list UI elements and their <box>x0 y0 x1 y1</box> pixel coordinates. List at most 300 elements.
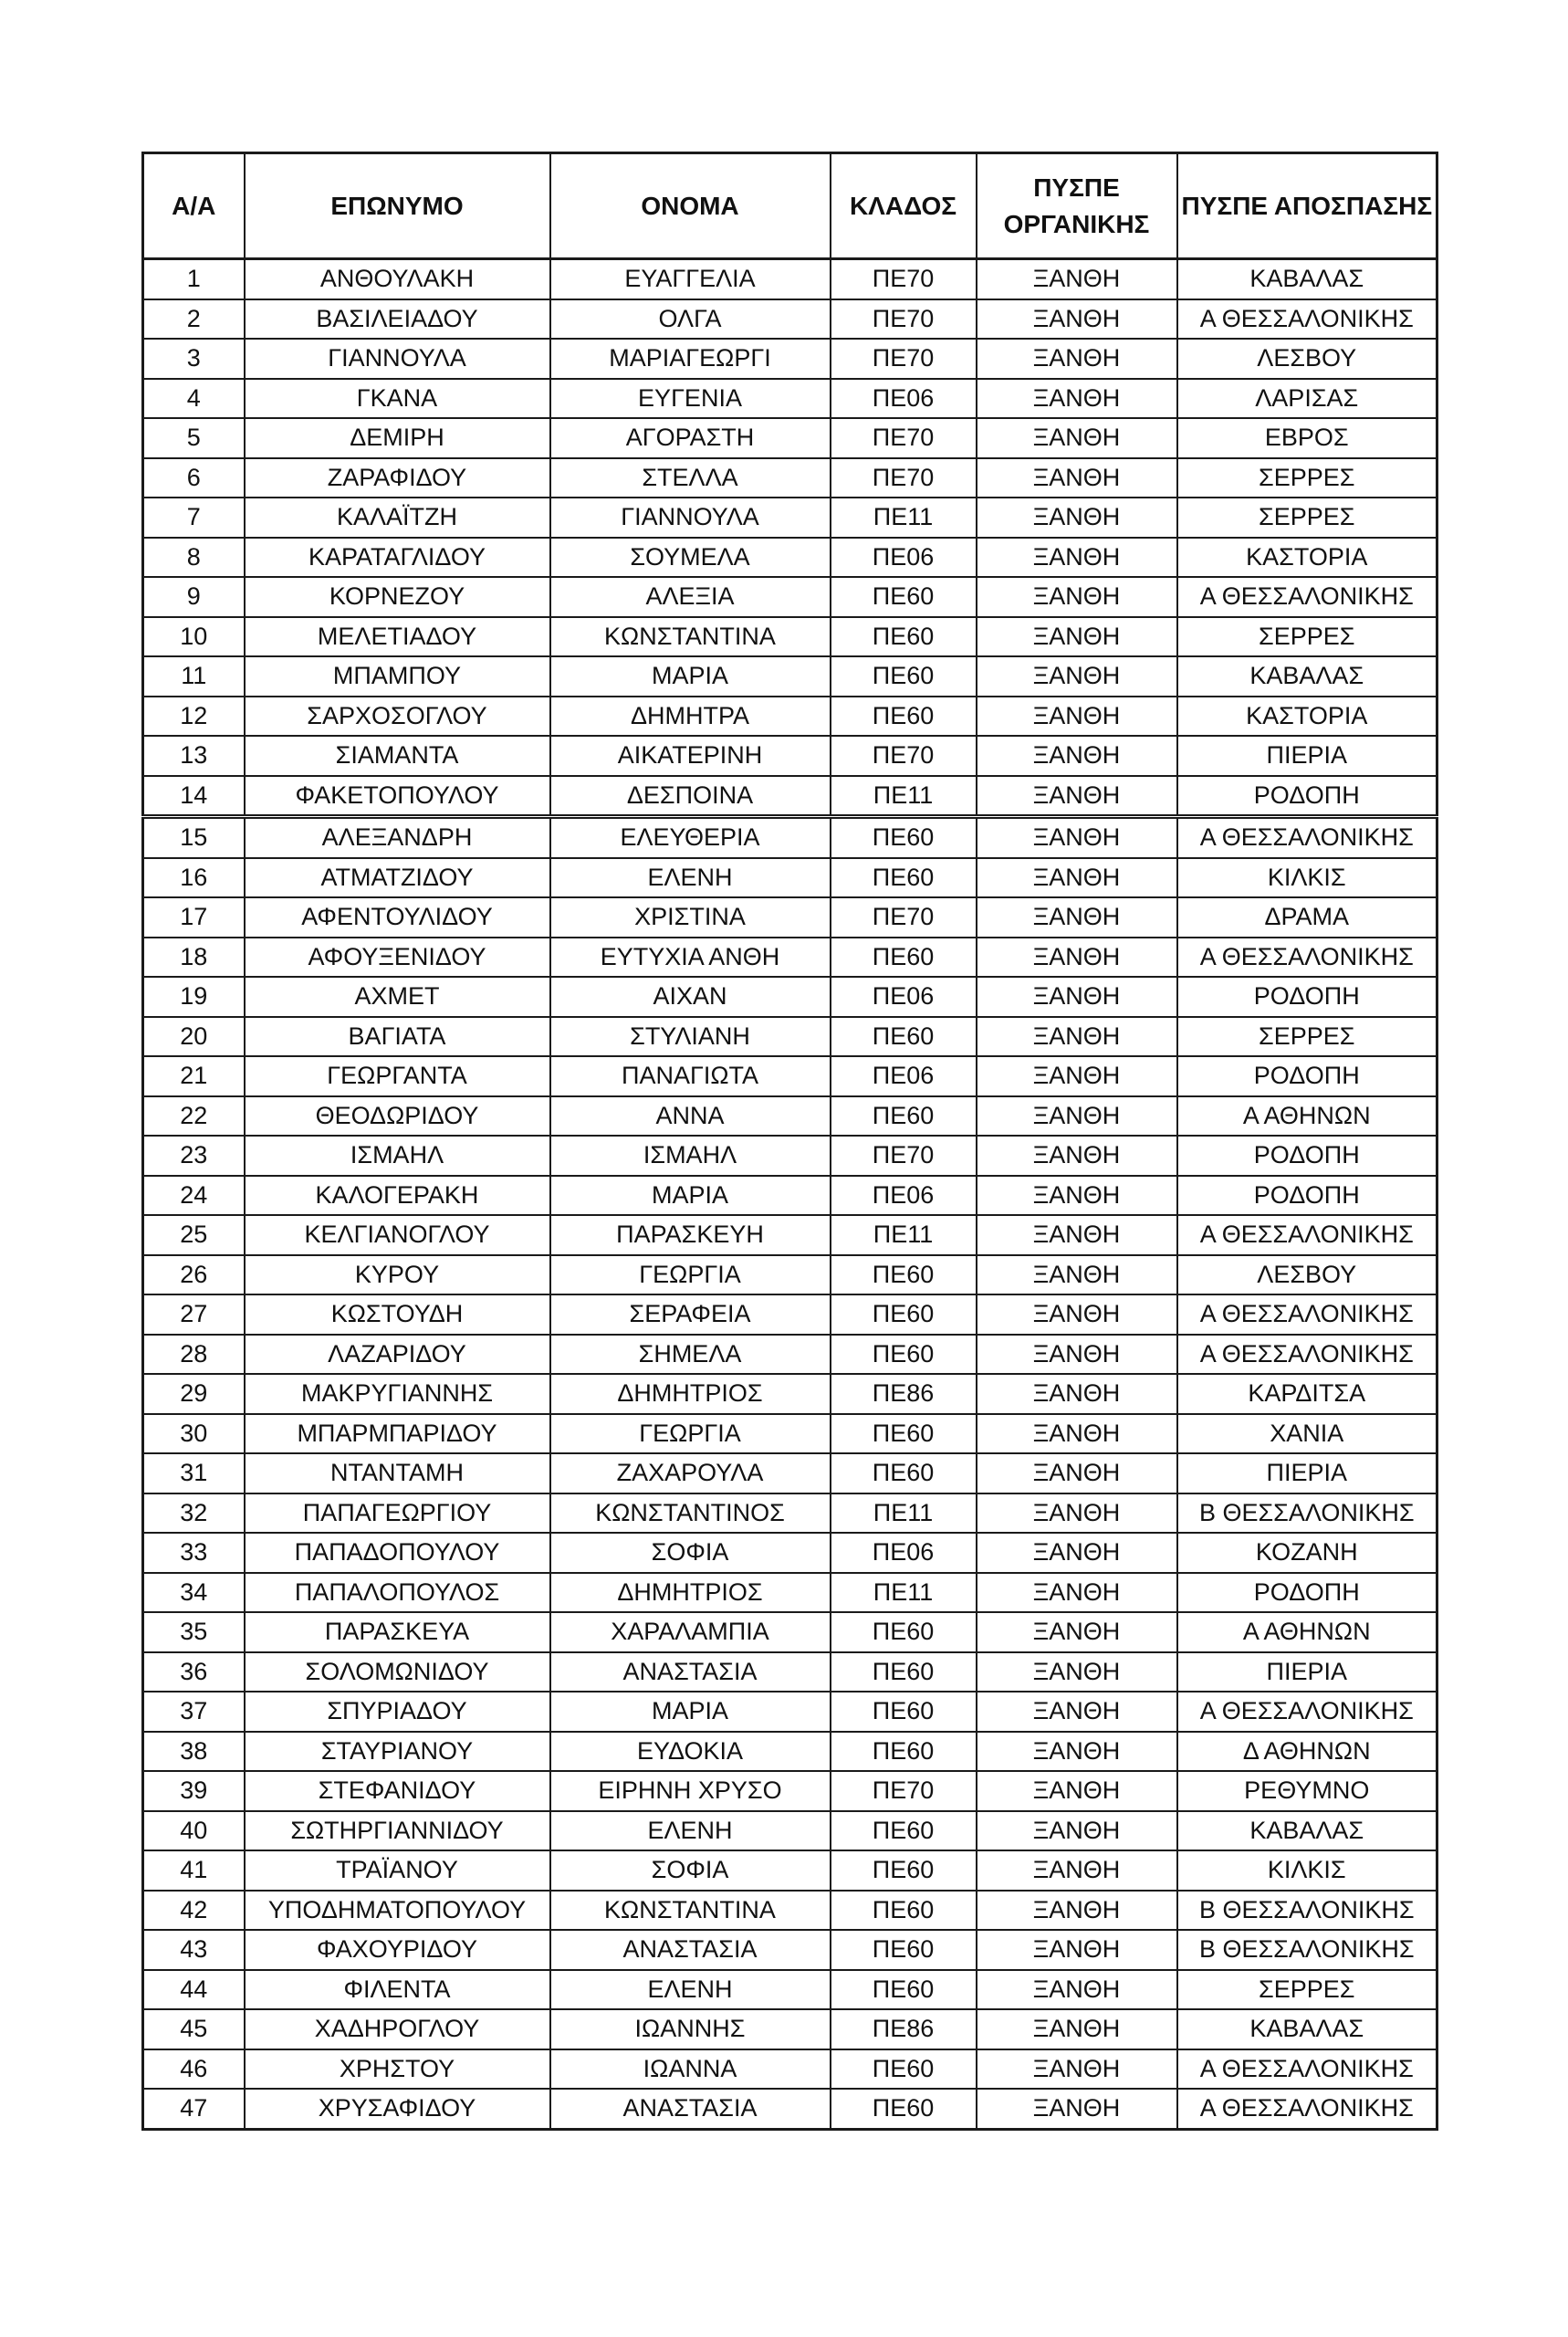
cell-eponymo: ΣΩΤΗΡΓΙΑΝΝΙΔΟΥ <box>245 1811 550 1851</box>
cell-onoma: ΑΙΚΑΤΕΡΙΝΗ <box>550 736 831 776</box>
cell-pyspe-organikis: ΞΑΝΘΗ <box>977 2009 1177 2049</box>
cell-pyspe-apospasis: Α ΘΕΣΣΑΛΟΝΙΚΗΣ <box>1177 817 1437 858</box>
cell-onoma: ΑΝΑΣΤΑΣΙΑ <box>550 1930 831 1970</box>
cell-eponymo: ΜΠΑΜΠΟΥ <box>245 656 550 697</box>
cell-pyspe-organikis: ΞΑΝΘΗ <box>977 776 1177 817</box>
cell-klados: ΠΕ60 <box>831 697 977 737</box>
cell-pyspe-organikis: ΞΑΝΘΗ <box>977 538 1177 578</box>
cell-aa: 14 <box>143 776 245 817</box>
cell-pyspe-apospasis: ΣΕΡΡΕΣ <box>1177 458 1437 498</box>
cell-onoma: ΣΗΜΕΛΑ <box>550 1335 831 1375</box>
cell-eponymo: ΚΕΛΓΙΑΝΟΓΛΟΥ <box>245 1215 550 1255</box>
cell-onoma: ΣΕΡΑΦΕΙΑ <box>550 1294 831 1335</box>
cell-onoma: ΕΛΕΥΘΕΡΙΑ <box>550 817 831 858</box>
table-row <box>143 1096 1437 1137</box>
cell-eponymo: ΦΙΛΕΝΤΑ <box>245 1970 550 2010</box>
cell-aa: 8 <box>143 538 245 578</box>
cell-aa: 37 <box>143 1692 245 1732</box>
header-pyspe-organikis <box>977 153 1177 259</box>
cell-onoma: ΕΛΕΝΗ <box>550 858 831 898</box>
cell-pyspe-organikis: ΞΑΝΘΗ <box>977 2089 1177 2129</box>
cell-pyspe-organikis: ΞΑΝΘΗ <box>977 897 1177 938</box>
cell-aa: 19 <box>143 977 245 1017</box>
cell-pyspe-apospasis: ΚΑΒΑΛΑΣ <box>1177 2009 1437 2049</box>
cell-pyspe-apospasis: ΚΙΛΚΙΣ <box>1177 858 1437 898</box>
cell-onoma: ΔΗΜΗΤΡΑ <box>550 697 831 737</box>
cell-klados: ΠΕ60 <box>831 858 977 898</box>
table-row <box>143 1612 1437 1652</box>
cell-klados: ΠΕ60 <box>831 617 977 657</box>
cell-aa: 23 <box>143 1136 245 1176</box>
cell-eponymo: ΒΑΓΙΑΤΑ <box>245 1017 550 1057</box>
cell-eponymo: ΓΚΑΝΑ <box>245 379 550 419</box>
table-row <box>143 1771 1437 1811</box>
cell-klados: ΠΕ60 <box>831 1335 977 1375</box>
cell-aa: 12 <box>143 697 245 737</box>
table-row <box>143 697 1437 737</box>
cell-klados: ΠΕ70 <box>831 897 977 938</box>
cell-onoma: ΔΗΜΗΤΡΙΟΣ <box>550 1374 831 1414</box>
table-row <box>143 538 1437 578</box>
cell-klados: ΠΕ70 <box>831 339 977 379</box>
cell-klados: ΠΕ70 <box>831 259 977 299</box>
cell-eponymo: ΠΑΡΑΣΚΕΥΑ <box>245 1612 550 1652</box>
cell-onoma: ΑΙΧΑΝ <box>550 977 831 1017</box>
cell-aa: 29 <box>143 1374 245 1414</box>
cell-onoma: ΔΗΜΗΤΡΙΟΣ <box>550 1573 831 1613</box>
cell-klados: ΠΕ60 <box>831 2089 977 2129</box>
table-row <box>143 617 1437 657</box>
cell-aa: 36 <box>143 1652 245 1692</box>
cell-pyspe-apospasis: Α ΘΕΣΣΑΛΟΝΙΚΗΣ <box>1177 2089 1437 2129</box>
cell-eponymo: ΚΑΡΑΤΑΓΛΙΔΟΥ <box>245 538 550 578</box>
table-row <box>143 1335 1437 1375</box>
cell-onoma: ΠΑΡΑΣΚΕΥΗ <box>550 1215 831 1255</box>
cell-klados: ΠΕ60 <box>831 938 977 978</box>
table-row <box>143 1493 1437 1534</box>
cell-aa: 2 <box>143 299 245 340</box>
cell-pyspe-apospasis: Α ΑΘΗΝΩΝ <box>1177 1612 1437 1652</box>
cell-klados: ΠΕ60 <box>831 1891 977 1931</box>
cell-klados: ΠΕ06 <box>831 977 977 1017</box>
table-row <box>143 776 1437 817</box>
cell-klados: ΠΕ86 <box>831 1374 977 1414</box>
cell-aa: 34 <box>143 1573 245 1613</box>
table-row <box>143 858 1437 898</box>
cell-klados: ΠΕ60 <box>831 1096 977 1137</box>
table-row <box>143 1414 1437 1454</box>
cell-pyspe-organikis: ΞΑΝΘΗ <box>977 977 1177 1017</box>
cell-onoma: ΕΥΔΟΚΙΑ <box>550 1732 831 1772</box>
cell-pyspe-organikis: ΞΑΝΘΗ <box>977 1017 1177 1057</box>
cell-pyspe-organikis: ΞΑΝΘΗ <box>977 2049 1177 2090</box>
cell-pyspe-apospasis: ΛΕΣΒΟΥ <box>1177 1255 1437 1295</box>
cell-klados: ΠΕ60 <box>831 1612 977 1652</box>
cell-pyspe-apospasis: Α ΑΘΗΝΩΝ <box>1177 1096 1437 1137</box>
cell-pyspe-organikis: ΞΑΝΘΗ <box>977 259 1177 299</box>
cell-onoma: ΖΑΧΑΡΟΥΛΑ <box>550 1453 831 1493</box>
cell-eponymo: ΚΑΛΟΓΕΡΑΚΗ <box>245 1176 550 1216</box>
cell-pyspe-apospasis: Α ΘΕΣΣΑΛΟΝΙΚΗΣ <box>1177 577 1437 617</box>
cell-eponymo: ΑΛΕΞΑΝΔΡΗ <box>245 817 550 858</box>
cell-aa: 5 <box>143 418 245 458</box>
table-row <box>143 977 1437 1017</box>
cell-aa: 1 <box>143 259 245 299</box>
cell-klados: ΠΕ60 <box>831 1255 977 1295</box>
cell-pyspe-apospasis: ΚΟΖΑΝΗ <box>1177 1533 1437 1573</box>
cell-klados: ΠΕ06 <box>831 1533 977 1573</box>
cell-aa: 27 <box>143 1294 245 1335</box>
cell-klados: ΠΕ60 <box>831 1811 977 1851</box>
cell-pyspe-apospasis: Β ΘΕΣΣΑΛΟΝΙΚΗΣ <box>1177 1930 1437 1970</box>
cell-eponymo: ΑΦΟΥΞΕΝΙΔΟΥ <box>245 938 550 978</box>
cell-pyspe-apospasis: ΚΑΒΑΛΑΣ <box>1177 656 1437 697</box>
cell-aa: 45 <box>143 2009 245 2049</box>
cell-klados: ΠΕ60 <box>831 817 977 858</box>
table-row <box>143 498 1437 538</box>
table-row <box>143 299 1437 340</box>
cell-pyspe-organikis: ΞΑΝΘΗ <box>977 617 1177 657</box>
table-row <box>143 1136 1437 1176</box>
cell-onoma: ΕΛΕΝΗ <box>550 1970 831 2010</box>
table-row <box>143 577 1437 617</box>
cell-onoma: ΠΑΝΑΓΙΩΤΑ <box>550 1056 831 1096</box>
cell-pyspe-apospasis: ΠΙΕΡΙΑ <box>1177 1453 1437 1493</box>
cell-onoma: ΕΛΕΝΗ <box>550 1811 831 1851</box>
cell-onoma: ΜΑΡΙΑ <box>550 656 831 697</box>
cell-onoma: ΙΩΑΝΝΗΣ <box>550 2009 831 2049</box>
cell-pyspe-organikis: ΞΑΝΘΗ <box>977 458 1177 498</box>
cell-aa: 26 <box>143 1255 245 1295</box>
cell-onoma: ΧΡΙΣΤΙΝΑ <box>550 897 831 938</box>
table-row <box>143 1017 1437 1057</box>
cell-onoma: ΕΥΤΥΧΙΑ ΑΝΘΗ <box>550 938 831 978</box>
cell-klados: ΠΕ06 <box>831 1056 977 1096</box>
cell-pyspe-organikis: ΞΑΝΘΗ <box>977 1176 1177 1216</box>
cell-pyspe-apospasis: ΚΑΒΑΛΑΣ <box>1177 259 1437 299</box>
cell-pyspe-organikis: ΞΑΝΘΗ <box>977 1136 1177 1176</box>
cell-pyspe-organikis: ΞΑΝΘΗ <box>977 1255 1177 1295</box>
table-row <box>143 1850 1437 1891</box>
cell-klados: ΠΕ70 <box>831 418 977 458</box>
cell-eponymo: ΔΕΜΙΡΗ <box>245 418 550 458</box>
cell-pyspe-apospasis: Α ΘΕΣΣΑΛΟΝΙΚΗΣ <box>1177 1335 1437 1375</box>
cell-eponymo: ΣΑΡΧΟΣΟΓΛΟΥ <box>245 697 550 737</box>
cell-eponymo: ΣΤΑΥΡΙΑΝΟΥ <box>245 1732 550 1772</box>
cell-klados: ΠΕ60 <box>831 656 977 697</box>
cell-klados: ΠΕ11 <box>831 776 977 817</box>
table-row <box>143 938 1437 978</box>
cell-pyspe-apospasis: ΛΑΡΙΣΑΣ <box>1177 379 1437 419</box>
cell-eponymo: ΚΑΛΑΪΤΖΗ <box>245 498 550 538</box>
cell-eponymo: ΦΑΧΟΥΡΙΔΟΥ <box>245 1930 550 1970</box>
cell-onoma: ΜΑΡΙΑ <box>550 1176 831 1216</box>
cell-pyspe-apospasis: ΚΑΣΤΟΡΙΑ <box>1177 538 1437 578</box>
cell-klados: ΠΕ60 <box>831 1453 977 1493</box>
cell-eponymo: ΧΑΔΗΡΟΓΛΟΥ <box>245 2009 550 2049</box>
header-eponymo: ΕΠΩΝΥΜΟ <box>245 153 550 259</box>
cell-pyspe-organikis: ΞΑΝΘΗ <box>977 697 1177 737</box>
cell-eponymo: ΙΣΜΑΗΛ <box>245 1136 550 1176</box>
table-row <box>143 1294 1437 1335</box>
header-onoma: ΟΝΟΜΑ <box>550 153 831 259</box>
cell-aa: 38 <box>143 1732 245 1772</box>
cell-pyspe-organikis: ΞΑΝΘΗ <box>977 938 1177 978</box>
cell-klados: ΠΕ70 <box>831 1136 977 1176</box>
cell-klados: ΠΕ60 <box>831 2049 977 2090</box>
cell-pyspe-organikis: ΞΑΝΘΗ <box>977 1335 1177 1375</box>
cell-pyspe-apospasis: ΚΑΒΑΛΑΣ <box>1177 1811 1437 1851</box>
cell-pyspe-organikis: ΞΑΝΘΗ <box>977 1652 1177 1692</box>
table-row <box>143 1374 1437 1414</box>
table-row <box>143 458 1437 498</box>
table-row <box>143 1533 1437 1573</box>
cell-klados: ΠΕ60 <box>831 1692 977 1732</box>
cell-pyspe-organikis: ΞΑΝΘΗ <box>977 1612 1177 1652</box>
cell-aa: 28 <box>143 1335 245 1375</box>
cell-pyspe-organikis: ΞΑΝΘΗ <box>977 1850 1177 1891</box>
cell-eponymo: ΣΤΕΦΑΝΙΔΟΥ <box>245 1771 550 1811</box>
cell-pyspe-organikis: ΞΑΝΘΗ <box>977 656 1177 697</box>
table-row <box>143 1056 1437 1096</box>
cell-onoma: ΟΛΓΑ <box>550 299 831 340</box>
cell-eponymo: ΑΧΜΕΤ <box>245 977 550 1017</box>
table-row <box>143 817 1437 858</box>
cell-aa: 40 <box>143 1811 245 1851</box>
cell-pyspe-apospasis: Δ ΑΘΗΝΩΝ <box>1177 1732 1437 1772</box>
table-row <box>143 1692 1437 1732</box>
cell-eponymo: ΜΑΚΡΥΓΙΑΝΝΗΣ <box>245 1374 550 1414</box>
cell-klados: ΠΕ70 <box>831 736 977 776</box>
cell-pyspe-organikis: ΞΑΝΘΗ <box>977 858 1177 898</box>
cell-onoma: ΣΟΦΙΑ <box>550 1533 831 1573</box>
cell-pyspe-organikis: ΞΑΝΘΗ <box>977 418 1177 458</box>
cell-klados: ΠΕ06 <box>831 1176 977 1216</box>
table-row <box>143 1652 1437 1692</box>
cell-aa: 16 <box>143 858 245 898</box>
cell-klados: ΠΕ11 <box>831 1215 977 1255</box>
cell-eponymo: ΣΠΥΡΙΑΔΟΥ <box>245 1692 550 1732</box>
cell-pyspe-organikis: ΞΑΝΘΗ <box>977 1692 1177 1732</box>
table-row <box>143 1732 1437 1772</box>
cell-onoma: ΑΝΑΣΤΑΣΙΑ <box>550 2089 831 2129</box>
cell-pyspe-apospasis: Α ΘΕΣΣΑΛΟΝΙΚΗΣ <box>1177 1215 1437 1255</box>
cell-pyspe-apospasis: ΧΑΝΙΑ <box>1177 1414 1437 1454</box>
header-klados: ΚΛΑΔΟΣ <box>831 153 977 259</box>
table-body <box>143 259 1437 2130</box>
cell-eponymo: ΠΑΠΑΔΟΠΟΥΛΟΥ <box>245 1533 550 1573</box>
cell-onoma: ΣΟΦΙΑ <box>550 1850 831 1891</box>
cell-klados: ΠΕ60 <box>831 1850 977 1891</box>
cell-onoma: ΑΛΕΞΙΑ <box>550 577 831 617</box>
cell-onoma: ΧΑΡΑΛΑΜΠΙΑ <box>550 1612 831 1652</box>
cell-aa: 39 <box>143 1771 245 1811</box>
cell-eponymo: ΧΡΥΣΑΦΙΔΟΥ <box>245 2089 550 2129</box>
cell-aa: 7 <box>143 498 245 538</box>
cell-aa: 10 <box>143 617 245 657</box>
cell-pyspe-apospasis: ΡΟΔΟΠΗ <box>1177 1136 1437 1176</box>
cell-onoma: ΣΤΕΛΛΑ <box>550 458 831 498</box>
cell-onoma: ΜΑΡΙΑΓΕΩΡΓΙ <box>550 339 831 379</box>
cell-klados: ΠΕ60 <box>831 1414 977 1454</box>
cell-aa: 33 <box>143 1533 245 1573</box>
cell-eponymo: ΑΦΕΝΤΟΥΛΙΔΟΥ <box>245 897 550 938</box>
cell-klados: ΠΕ11 <box>831 498 977 538</box>
table-row <box>143 1970 1437 2010</box>
cell-pyspe-apospasis: Α ΘΕΣΣΑΛΟΝΙΚΗΣ <box>1177 1294 1437 1335</box>
cell-klados: ΠΕ60 <box>831 1732 977 1772</box>
cell-pyspe-apospasis: Α ΘΕΣΣΑΛΟΝΙΚΗΣ <box>1177 938 1437 978</box>
cell-klados: ΠΕ11 <box>831 1493 977 1534</box>
table-row <box>143 1453 1437 1493</box>
cell-klados: ΠΕ86 <box>831 2009 977 2049</box>
cell-pyspe-apospasis: ΣΕΡΡΕΣ <box>1177 617 1437 657</box>
cell-onoma: ΚΩΝΣΤΑΝΤΙΝΑ <box>550 1891 831 1931</box>
cell-pyspe-organikis: ΞΑΝΘΗ <box>977 1811 1177 1851</box>
cell-onoma: ΑΝΝΑ <box>550 1096 831 1137</box>
cell-pyspe-organikis: ΞΑΝΘΗ <box>977 817 1177 858</box>
cell-onoma: ΙΣΜΑΗΛ <box>550 1136 831 1176</box>
header-pyspe-organikis-line1: ΠΥΣΠΕ <box>1033 173 1120 202</box>
cell-pyspe-organikis: ΞΑΝΘΗ <box>977 1414 1177 1454</box>
cell-eponymo: ΓΙΑΝΝΟΥΛΑ <box>245 339 550 379</box>
cell-pyspe-apospasis: ΡΟΔΟΠΗ <box>1177 1056 1437 1096</box>
header-row <box>143 153 1437 259</box>
cell-eponymo: ΒΑΣΙΛΕΙΑΔΟΥ <box>245 299 550 340</box>
table-row <box>143 656 1437 697</box>
cell-pyspe-organikis: ΞΑΝΘΗ <box>977 339 1177 379</box>
table-row <box>143 897 1437 938</box>
cell-aa: 11 <box>143 656 245 697</box>
cell-onoma: ΑΝΑΣΤΑΣΙΑ <box>550 1652 831 1692</box>
cell-pyspe-apospasis: ΣΕΡΡΕΣ <box>1177 498 1437 538</box>
cell-eponymo: ΠΑΠΑΓΕΩΡΓΙΟΥ <box>245 1493 550 1534</box>
cell-pyspe-apospasis: ΛΕΣΒΟΥ <box>1177 339 1437 379</box>
cell-eponymo: ΚΟΡΝΕΖΟΥ <box>245 577 550 617</box>
table-row <box>143 1573 1437 1613</box>
cell-pyspe-apospasis: ΡΟΔΟΠΗ <box>1177 776 1437 817</box>
cell-pyspe-apospasis: Β ΘΕΣΣΑΛΟΝΙΚΗΣ <box>1177 1891 1437 1931</box>
cell-pyspe-organikis: ΞΑΝΘΗ <box>977 1374 1177 1414</box>
cell-eponymo: ΣΟΛΟΜΩΝΙΔΟΥ <box>245 1652 550 1692</box>
cell-pyspe-organikis: ΞΑΝΘΗ <box>977 1573 1177 1613</box>
cell-pyspe-apospasis: ΡΟΔΟΠΗ <box>1177 977 1437 1017</box>
cell-onoma: ΚΩΝΣΤΑΝΤΙΝΟΣ <box>550 1493 831 1534</box>
cell-eponymo: ΥΠΟΔΗΜΑΤΟΠΟΥΛΟΥ <box>245 1891 550 1931</box>
cell-klados: ΠΕ60 <box>831 1970 977 2010</box>
table-row <box>143 259 1437 299</box>
cell-klados: ΠΕ60 <box>831 1652 977 1692</box>
cell-pyspe-apospasis: ΚΑΣΤΟΡΙΑ <box>1177 697 1437 737</box>
table-header <box>143 153 1437 259</box>
cell-onoma: ΕΥΑΓΓΕΛΙΑ <box>550 259 831 299</box>
cell-eponymo: ΜΠΑΡΜΠΑΡΙΔΟΥ <box>245 1414 550 1454</box>
cell-eponymo: ΓΕΩΡΓΑΝΤΑ <box>245 1056 550 1096</box>
cell-pyspe-apospasis: ΣΕΡΡΕΣ <box>1177 1970 1437 2010</box>
cell-pyspe-apospasis: ΔΡΑΜΑ <box>1177 897 1437 938</box>
cell-eponymo: ΣΙΑΜΑΝΤΑ <box>245 736 550 776</box>
cell-pyspe-organikis: ΞΑΝΘΗ <box>977 1930 1177 1970</box>
cell-pyspe-apospasis: Α ΘΕΣΣΑΛΟΝΙΚΗΣ <box>1177 299 1437 340</box>
cell-eponymo: ΚΥΡΟΥ <box>245 1255 550 1295</box>
cell-eponymo: ΛΑΖΑΡΙΔΟΥ <box>245 1335 550 1375</box>
cell-klados: ΠΕ06 <box>831 379 977 419</box>
cell-aa: 3 <box>143 339 245 379</box>
cell-aa: 17 <box>143 897 245 938</box>
cell-eponymo: ΑΤΜΑΤΖΙΔΟΥ <box>245 858 550 898</box>
cell-aa: 44 <box>143 1970 245 2010</box>
cell-pyspe-apospasis: ΡΕΘΥΜΝΟ <box>1177 1771 1437 1811</box>
cell-onoma: ΓΕΩΡΓΙΑ <box>550 1255 831 1295</box>
table-row <box>143 1176 1437 1216</box>
cell-klados: ΠΕ06 <box>831 538 977 578</box>
cell-klados: ΠΕ70 <box>831 299 977 340</box>
cell-pyspe-organikis: ΞΑΝΘΗ <box>977 1294 1177 1335</box>
table-row <box>143 339 1437 379</box>
cell-eponymo: ΑΝΘΟΥΛΑΚΗ <box>245 259 550 299</box>
cell-onoma: ΣΤΥΛΙΑΝΗ <box>550 1017 831 1057</box>
cell-pyspe-apospasis: Α ΘΕΣΣΑΛΟΝΙΚΗΣ <box>1177 2049 1437 2090</box>
cell-onoma: ΕΥΓΕΝΙΑ <box>550 379 831 419</box>
header-aa: Α/Α <box>143 153 245 259</box>
assignment-table <box>141 152 1438 2131</box>
cell-aa: 32 <box>143 1493 245 1534</box>
cell-klados: ΠΕ70 <box>831 458 977 498</box>
cell-pyspe-organikis: ΞΑΝΘΗ <box>977 577 1177 617</box>
cell-aa: 35 <box>143 1612 245 1652</box>
cell-pyspe-apospasis: ΡΟΔΟΠΗ <box>1177 1573 1437 1613</box>
cell-pyspe-apospasis: ΚΑΡΔΙΤΣΑ <box>1177 1374 1437 1414</box>
cell-aa: 42 <box>143 1891 245 1931</box>
cell-eponymo: ΖΑΡΑΦΙΔΟΥ <box>245 458 550 498</box>
cell-aa: 22 <box>143 1096 245 1137</box>
cell-onoma: ΣΟΥΜΕΛΑ <box>550 538 831 578</box>
cell-onoma: ΚΩΝΣΤΑΝΤΙΝΑ <box>550 617 831 657</box>
cell-onoma: ΙΩΑΝΝΑ <box>550 2049 831 2090</box>
table-row <box>143 2009 1437 2049</box>
cell-aa: 47 <box>143 2089 245 2129</box>
cell-klados: ΠΕ60 <box>831 577 977 617</box>
cell-pyspe-organikis: ΞΑΝΘΗ <box>977 1056 1177 1096</box>
cell-aa: 9 <box>143 577 245 617</box>
table-row <box>143 1255 1437 1295</box>
cell-pyspe-organikis: ΞΑΝΘΗ <box>977 736 1177 776</box>
cell-pyspe-apospasis: ΕΒΡΟΣ <box>1177 418 1437 458</box>
header-pyspe-organikis-line2: ΟΡΓΑΝΙΚΗΣ <box>1003 209 1150 238</box>
table-row <box>143 1811 1437 1851</box>
cell-onoma: ΕΙΡΗΝΗ ΧΡΥΣΟ <box>550 1771 831 1811</box>
cell-aa: 15 <box>143 817 245 858</box>
table-row <box>143 736 1437 776</box>
cell-aa: 43 <box>143 1930 245 1970</box>
cell-onoma: ΔΕΣΠΟΙΝΑ <box>550 776 831 817</box>
cell-klados: ΠΕ70 <box>831 1771 977 1811</box>
cell-pyspe-organikis: ΞΑΝΘΗ <box>977 379 1177 419</box>
table-row <box>143 1215 1437 1255</box>
cell-aa: 31 <box>143 1453 245 1493</box>
cell-aa: 41 <box>143 1850 245 1891</box>
table-row <box>143 1930 1437 1970</box>
cell-pyspe-apospasis: ΠΙΕΡΙΑ <box>1177 1652 1437 1692</box>
cell-pyspe-organikis: ΞΑΝΘΗ <box>977 498 1177 538</box>
cell-aa: 20 <box>143 1017 245 1057</box>
cell-eponymo: ΚΩΣΤΟΥΔΗ <box>245 1294 550 1335</box>
cell-eponymo: ΠΑΠΑΛΟΠΟΥΛΟΣ <box>245 1573 550 1613</box>
cell-aa: 30 <box>143 1414 245 1454</box>
cell-klados: ΠΕ60 <box>831 1017 977 1057</box>
cell-klados: ΠΕ60 <box>831 1930 977 1970</box>
cell-aa: 4 <box>143 379 245 419</box>
